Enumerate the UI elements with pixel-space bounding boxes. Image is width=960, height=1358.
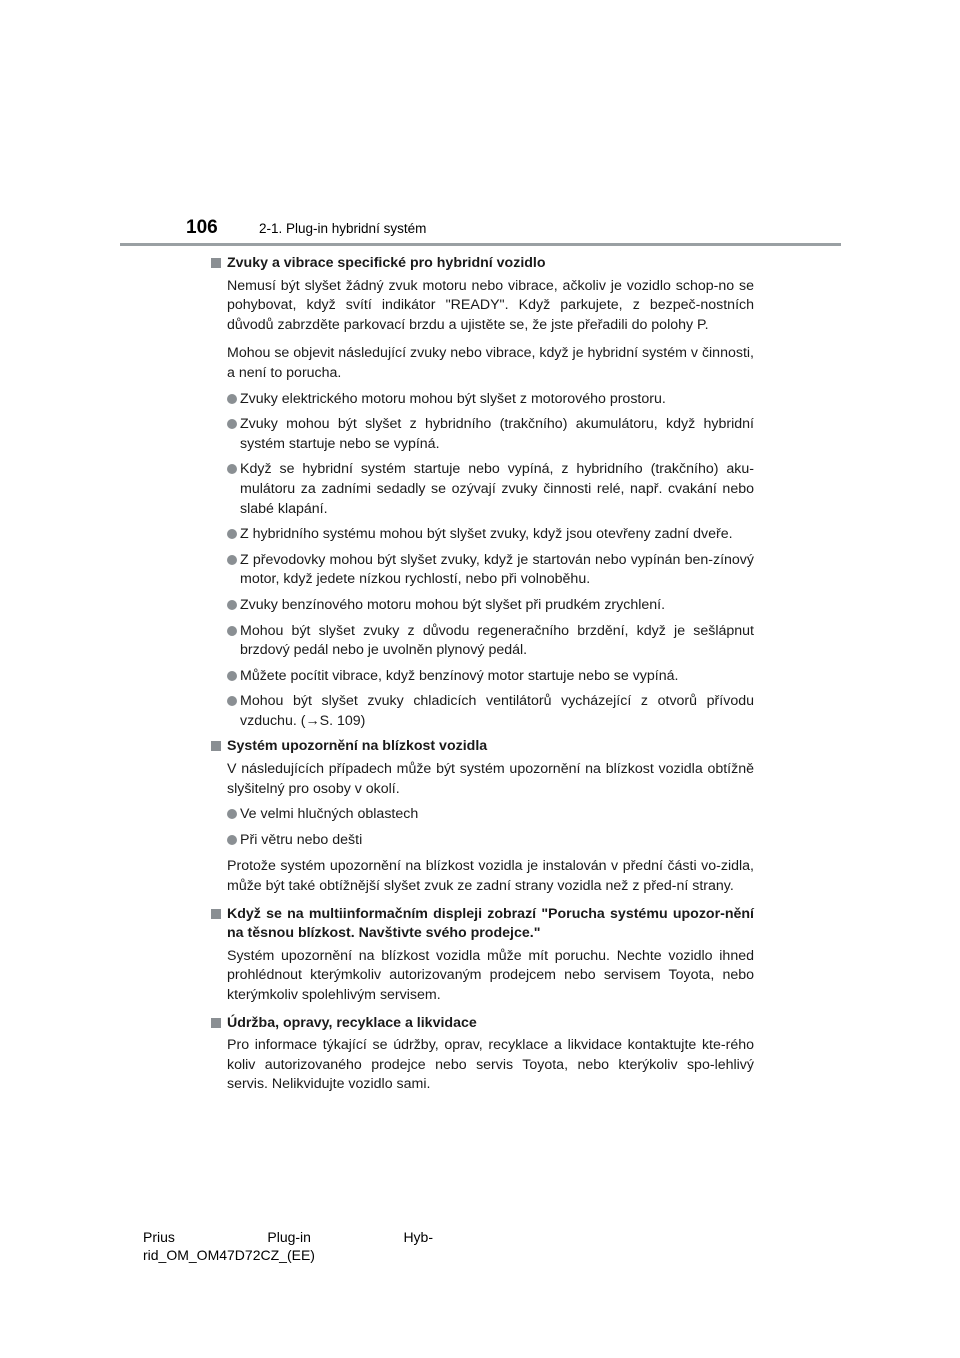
bullet-text: Zvuky mohou být slyšet z hybridního (trakčního) akumulátoru, když hybridní systém startuje nebo se vypíná.	[240, 416, 754, 452]
footer-doc-code: rid_OM_OM47D72CZ_(EE)	[143, 1247, 315, 1263]
bullet-item	[227, 415, 754, 454]
paragraph: Protože systém upozornění na blízkost vozidla je instalován v přední části vo-zidla, může být také obtížnější slyšet zvuk ze zadní strany vozidla než z před-ní strany.	[227, 858, 754, 895]
page-number: 106	[186, 217, 218, 238]
circle-bullet-icon	[227, 394, 237, 404]
paragraph: Systém upozornění na blízkost vozidla může mít poruchu. Nechte vozidlo ihned prohlédnout kterýmkoliv autorizovaným prodejcem nebo servisem Toyota, nebo kterýmkoliv spolehlivým servisem.	[227, 947, 754, 1003]
footer-variant: Plug-in	[267, 1229, 311, 1245]
bullet-text: Když se hybridní systém startuje nebo vypíná, z hybridního (trakčního) aku-mulátoru za zadními sedadly se ozývají zvuky činnosti relé, např. cvakání nebo slabé klapání.	[240, 461, 754, 517]
paragraph: Nemusí být slyšet žádný zvuk motoru nebo vibrace, ačkoliv je vozidlo schop-no se pohybovat, když svítí indikátor "READY". Když parkujete, z bezpeč-nostních důvodů zabrzděte parkovací brzdu a ujistěte se, že jste přeřadili do polohy P.	[227, 277, 754, 333]
bullet-item	[227, 805, 754, 825]
circle-bullet-icon	[227, 671, 237, 681]
bullet-text: Z převodovky mohou být slyšet zvuky, když je startován nebo vypínán ben-zínový motor, když jedete nízkou rychlostí, nebo při volnoběhu.	[240, 551, 754, 588]
bullet-item	[227, 692, 754, 731]
square-bullet-icon	[211, 1018, 221, 1028]
section-heading-text: Zvuky a vibrace specifické pro hybridní vozidlo	[227, 255, 546, 271]
square-bullet-icon	[211, 909, 221, 919]
bullet-text: Mohou být slyšet zvuky z důvodu regeneračního brzdění, když je sešlápnut brzdový pedál nebo je uvolněn plynový pedál.	[240, 622, 754, 659]
bullet-text: Zvuky benzínového motoru mohou být slyšet při prudkém zrychlení.	[240, 596, 666, 613]
page-content	[209, 254, 754, 1095]
bullet-text: Při větru nebo dešti	[240, 831, 363, 848]
paragraph: Mohou se objevit následující zvuky nebo vibrace, když je hybridní systém v činnosti, a není to porucha.	[227, 345, 754, 381]
circle-bullet-icon	[227, 626, 237, 636]
bullet-text: Zvuky elektrického motoru mohou být slyšet z motorového prostoru.	[240, 390, 666, 407]
footer-model: Prius	[143, 1229, 175, 1245]
circle-bullet-icon	[227, 696, 237, 706]
circle-bullet-icon	[227, 835, 237, 845]
bullet-item	[227, 551, 754, 590]
section-heading-text: Když se na multiinformačním displeji zobrazí "Porucha systému upozor-nění na těsnou blízkost. Navštivte svého prodejce."	[227, 905, 754, 942]
bullet-text: Ve velmi hlučných oblastech	[240, 806, 419, 823]
square-bullet-icon	[211, 258, 221, 268]
bullet-text: Mohou být slyšet zvuky chladicích ventilátorů vycházející z otvorů přívodu vzduchu. (→S. 109)	[240, 693, 754, 729]
circle-bullet-icon	[227, 600, 237, 610]
paragraph: V následujících případech může být systém upozornění na blízkost vozidla obtížně slyšitelný pro osoby v okolí.	[227, 761, 754, 797]
bullet-item	[227, 460, 754, 519]
bullet-item	[227, 596, 754, 616]
bullet-item	[227, 525, 754, 545]
section-heading	[209, 1014, 754, 1034]
section-heading	[209, 254, 754, 274]
footer	[143, 1228, 433, 1264]
bullet-item	[227, 667, 754, 687]
footer-hyb: Hyb-	[403, 1229, 433, 1245]
section-title: 2-1. Plug-in hybridní systém	[259, 221, 427, 236]
header-rule	[120, 243, 841, 246]
circle-bullet-icon	[227, 809, 237, 819]
bullet-item	[227, 622, 754, 661]
circle-bullet-icon	[227, 419, 237, 429]
section-heading-text: Systém upozornění na blízkost vozidla	[227, 738, 488, 755]
bullet-text: Z hybridního systému mohou být slyšet zvuky, když jsou otevřeny zadní dveře.	[240, 526, 733, 543]
bullet-item	[227, 390, 754, 410]
bullet-item	[227, 831, 754, 851]
circle-bullet-icon	[227, 529, 237, 539]
paragraph: Pro informace týkající se údržby, oprav, recyklace a likvidace kontaktujte kte-rého koliv autorizovaného prodejce nebo servis Toyota, nebo kterýkoliv spo-lehlivý servis. Nelikvidujte vozidlo sami.	[227, 1037, 754, 1093]
circle-bullet-icon	[227, 464, 237, 474]
bullet-text: Můžete pocítit vibrace, když benzínový motor startuje nebo se vypíná.	[240, 667, 679, 684]
section-heading-text: Údržba, opravy, recyklace a likvidace	[227, 1014, 477, 1031]
circle-bullet-icon	[227, 555, 237, 565]
square-bullet-icon	[211, 741, 221, 751]
section-heading	[209, 905, 754, 944]
section-heading	[209, 737, 754, 757]
